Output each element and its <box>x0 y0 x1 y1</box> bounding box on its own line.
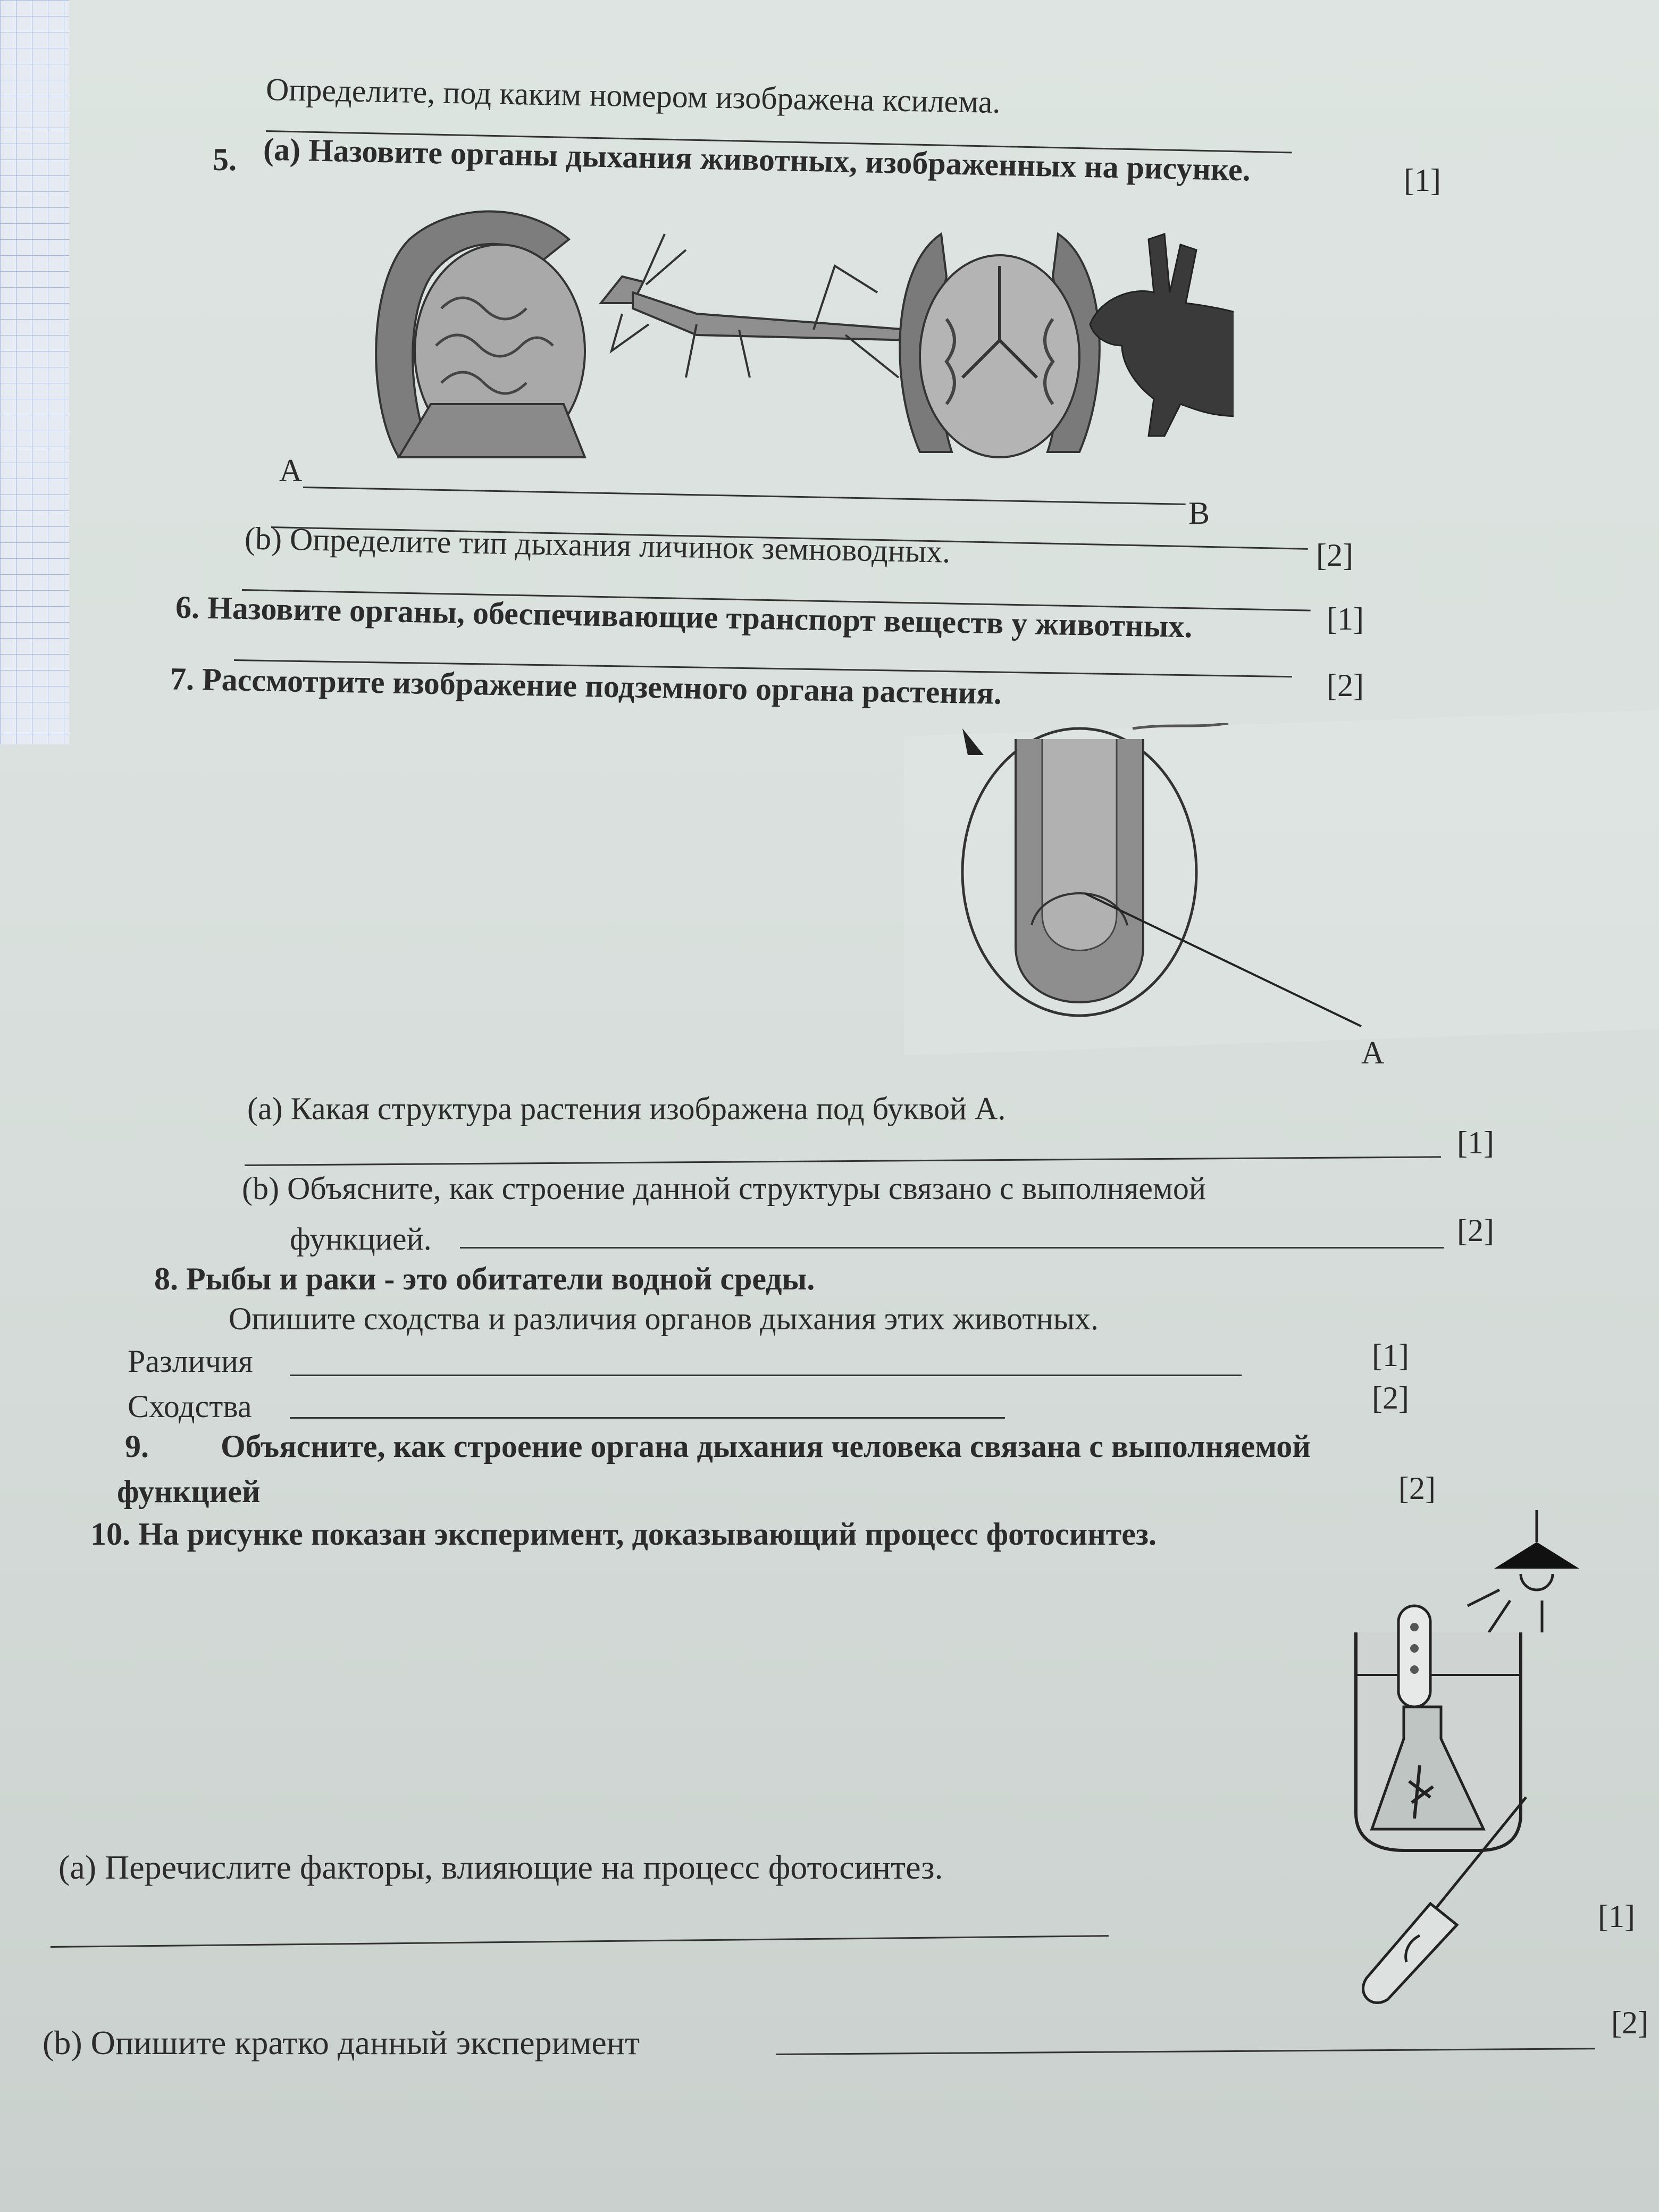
q8-diff-answer-line[interactable] <box>290 1375 1242 1376</box>
q8-sub: Опишите сходства и различия органов дыхания этих животных. <box>229 1301 1099 1336</box>
q8-sim-answer-line[interactable] <box>290 1417 1005 1419</box>
q10a-answer-line[interactable] <box>51 1935 1109 1948</box>
q8-sim-mark: [2] <box>1372 1380 1409 1415</box>
photosynthesis-experiment-figure <box>1319 1499 1648 2031</box>
q7-text: 7. Рассмотрите изображение подземного органа растения. <box>170 661 1002 711</box>
q5a-text: (a) Назовите органы дыхания животных, изображенных на рисунке. <box>263 131 1251 188</box>
mantis-image <box>601 234 915 378</box>
respiratory-organs-figure <box>367 202 1234 479</box>
q6-text: 6. Назовите органы, обеспечивающие транспорт веществ у животных. <box>175 589 1193 644</box>
q9-number: 9. <box>125 1429 149 1464</box>
q8-diff-label: Различия <box>128 1344 253 1379</box>
q6-mark: [2] <box>1327 668 1364 703</box>
q7-label-a: A <box>1361 1035 1385 1070</box>
q7a-answer-line[interactable] <box>245 1156 1441 1166</box>
graph-paper-background <box>0 0 69 744</box>
hare-image <box>1090 234 1234 436</box>
q9-text: Объясните, как строение органа дыхания человека связана с выполняемой <box>221 1429 1311 1464</box>
q5-number: 5. <box>213 142 237 177</box>
q10a-text: (a) Перечислите факторы, влияющие на процесс фотосинтез. <box>58 1848 943 1886</box>
q5b-mark: [1] <box>1327 601 1364 636</box>
q8-sim-label: Сходства <box>128 1389 252 1424</box>
q9-mark: [2] <box>1398 1471 1436 1506</box>
q7b-answer-line[interactable] <box>460 1247 1444 1249</box>
q7b-text2: функцией. <box>290 1221 432 1256</box>
q10b-text: (b) Опишите кратко данный эксперимент <box>43 2024 640 2062</box>
q10b-answer-line[interactable] <box>776 2048 1595 2055</box>
q7a-text: (a) Какая структура растения изображена под буквой А. <box>247 1091 1006 1126</box>
q5a-mark: [1] <box>1404 163 1441 198</box>
root-tip-figure <box>946 723 1425 1074</box>
q5-label-a: A <box>279 453 303 488</box>
q8-text: 8. Рыбы и раки - это обитатели водной среды. <box>154 1261 815 1296</box>
q10-text: 10. На рисунке показан эксперимент, доказывающий процесс фотосинтез. <box>90 1516 1157 1552</box>
q7a-mark: [1] <box>1457 1125 1494 1160</box>
gill-organ-image <box>376 212 585 458</box>
q5-a-mark2: [2] <box>1316 538 1353 573</box>
q4-text: Определите, под каким номером изображена ксилема. <box>265 71 1001 120</box>
q5-answer-line-a[interactable] <box>303 487 1186 505</box>
q5b-text: (b) Определите тип дыхания личинок земноводных. <box>244 521 951 569</box>
q9-text2: функцией <box>117 1474 261 1509</box>
q8-diff-mark: [1] <box>1372 1338 1409 1373</box>
lungs-image <box>900 234 1100 457</box>
q10b-mark: [2] <box>1611 2005 1648 2040</box>
q10a-mark: [1] <box>1598 1899 1635 1934</box>
q5-label-b: B <box>1188 496 1210 531</box>
q7b-mark: [2] <box>1457 1213 1494 1248</box>
q7b-text: (b) Объясните, как строение данной структуры связано с выполняемой <box>242 1171 1206 1206</box>
